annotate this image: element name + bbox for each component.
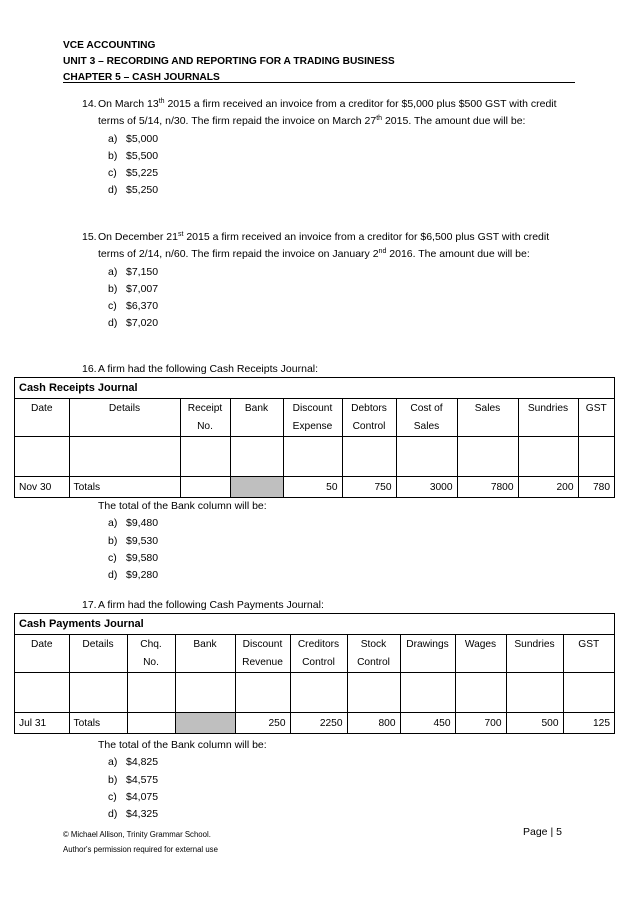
totals-sales: 7800 (457, 477, 518, 498)
question-text: A firm had the following Cash Receipts Journal: (98, 363, 319, 375)
unit-title: UNIT 3 – RECORDING AND REPORTING FOR A TRADING BUSINESS (63, 56, 395, 67)
option-b[interactable]: b) $5,500 (108, 149, 159, 162)
question-text: On March 13th 2015 a firm received an invoice from a creditor for $5,000 plus $500 GST with credit terms of 5/14, n/30. The firm repaid the invoice on March 27th 2015. The amount due will be: (98, 98, 557, 128)
journal-title: Cash Receipts Journal (15, 378, 614, 399)
totals-sundries: 500 (506, 713, 563, 734)
column-header: Discount Expense (283, 399, 342, 437)
header-row (15, 399, 614, 437)
answer-options (108, 264, 568, 333)
column-header: Date (30, 403, 53, 414)
page-header (63, 38, 575, 86)
totals-cost-of-sales: 3000 (396, 477, 457, 498)
copyright-text: © Michael Allison, Trinity Grammar School. (63, 830, 211, 839)
column-header: Cost of Sales (396, 399, 457, 437)
column-header: GST (563, 635, 614, 673)
column-header: GST (578, 399, 614, 437)
totals-chq-no (127, 713, 175, 734)
option-d[interactable]: d) $4,325 (108, 808, 159, 821)
permission-text: Author's permission required for external use (63, 845, 218, 854)
question-number: 15. (82, 231, 97, 243)
option-b[interactable]: b) $7,007 (108, 282, 159, 295)
totals-wages: 700 (455, 713, 506, 734)
answer-options (108, 515, 568, 584)
totals-creditors-control: 2250 (290, 713, 347, 734)
question-text: A firm had the following Cash Payments Journal: (98, 599, 324, 611)
blank-row (15, 673, 614, 713)
column-header: Bank (230, 399, 283, 437)
question-number: 16. (82, 363, 97, 375)
totals-row (15, 477, 614, 498)
option-c[interactable]: c) $5,225 (108, 167, 159, 180)
question-number: 14. (82, 98, 97, 110)
totals-discount-expense: 50 (283, 477, 342, 498)
totals-bank-shaded (175, 713, 235, 734)
column-header: Details (69, 399, 180, 437)
totals-bank-shaded (230, 477, 283, 498)
totals-receipt-no (180, 477, 230, 498)
answer-options (108, 754, 568, 823)
totals-debtors-control: 750 (342, 477, 396, 498)
totals-row (15, 713, 614, 734)
journal-title: Cash Payments Journal (15, 614, 614, 635)
page-number: Page | 5 (523, 826, 562, 838)
cash-receipts-journal (14, 377, 615, 498)
column-header: Debtors Control (342, 399, 396, 437)
cash-payments-journal (14, 613, 615, 734)
totals-label: Totals (69, 713, 127, 734)
column-header: Stock Control (347, 635, 400, 673)
course-title: VCE ACCOUNTING (63, 40, 156, 51)
option-b[interactable]: b) $4,575 (108, 773, 159, 786)
question-number: 17. (82, 599, 97, 611)
totals-drawings: 450 (400, 713, 455, 734)
option-c[interactable]: c) $4,075 (108, 790, 159, 803)
question-15 (82, 229, 568, 333)
column-header: Drawings (400, 635, 455, 673)
column-header: Sundries (518, 399, 578, 437)
column-header: Chq. No. (127, 635, 175, 673)
question-16 (82, 361, 568, 378)
column-header: Date (30, 639, 53, 650)
chapter-title: CHAPTER 5 – CASH JOURNALS (63, 72, 220, 83)
blank-row (15, 437, 614, 477)
totals-gst: 780 (578, 477, 614, 498)
question-16-options (82, 498, 568, 584)
totals-date: Jul 31 (15, 713, 69, 734)
column-header: Creditors Control (290, 635, 347, 673)
column-header: Discount Revenue (235, 635, 290, 673)
column-header: Bank (175, 635, 235, 673)
option-c[interactable]: c) $9,580 (108, 551, 159, 564)
option-d[interactable]: d) $7,020 (108, 317, 159, 330)
column-header: Details (69, 635, 127, 673)
column-header: Sales (457, 399, 518, 437)
option-a[interactable]: a) $4,825 (108, 756, 159, 769)
column-header: Sundries (506, 635, 563, 673)
header-divider (63, 82, 575, 83)
option-a[interactable]: a) $5,000 (108, 132, 159, 145)
option-c[interactable]: c) $6,370 (108, 300, 159, 313)
totals-stock-control: 800 (347, 713, 400, 734)
question-prompt: The total of the Bank column will be: (98, 739, 267, 751)
totals-date: Nov 30 (15, 477, 69, 498)
header-row (15, 635, 614, 673)
question-17-options (82, 737, 568, 823)
question-text: On December 21st 2015 a firm received an invoice from a creditor for $6,500 plus GST with credit terms of 2/14, n/60. The firm repaid the invoice on January 2nd 2016. The amount due will be: (98, 231, 550, 261)
journal-table (15, 399, 614, 497)
option-b[interactable]: b) $9,530 (108, 534, 159, 547)
totals-sundries: 200 (518, 477, 578, 498)
option-a[interactable]: a) $9,480 (108, 517, 159, 530)
journal-table (15, 635, 614, 733)
totals-gst: 125 (563, 713, 614, 734)
option-d[interactable]: d) $9,280 (108, 569, 159, 582)
answer-options (108, 131, 568, 200)
question-prompt: The total of the Bank column will be: (98, 500, 267, 512)
question-17 (82, 597, 568, 614)
option-a[interactable]: a) $7,150 (108, 265, 159, 278)
totals-label: Totals (69, 477, 180, 498)
option-d[interactable]: d) $5,250 (108, 184, 159, 197)
column-header: Receipt No. (180, 399, 230, 437)
question-14 (82, 96, 568, 200)
footer-copyright-block (63, 827, 218, 857)
column-header: Wages (455, 635, 506, 673)
totals-discount-revenue: 250 (235, 713, 290, 734)
